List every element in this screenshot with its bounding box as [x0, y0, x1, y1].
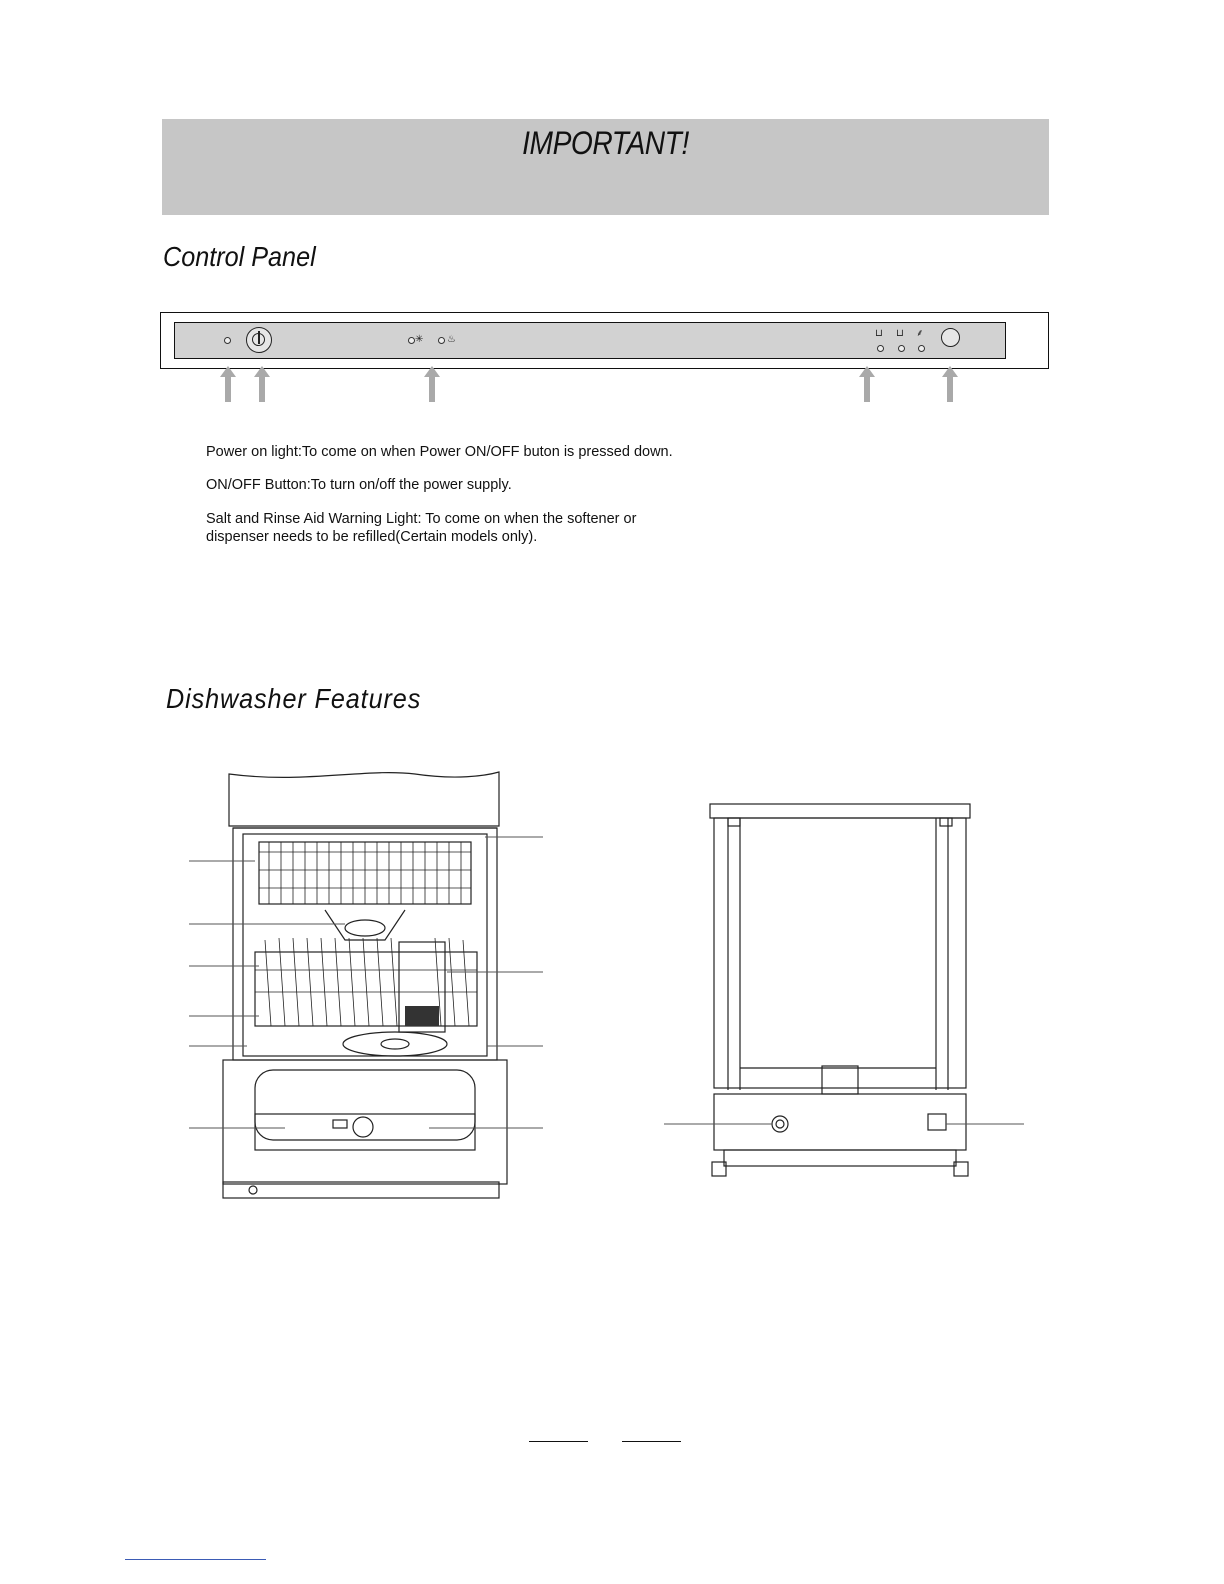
control-panel-heading: Control Panel: [163, 241, 316, 272]
dishwasher-front-view-diagram: [185, 770, 547, 1202]
power-light-description: Power on light:To come on when Power ON/OFF buton is pressed down.: [206, 444, 673, 460]
salt-warning-led-icon: [408, 337, 415, 344]
rinse-aid-icon: ♨: [447, 334, 456, 345]
power-light-icon: [224, 337, 231, 344]
eco-icon: ⸙: [916, 328, 924, 339]
onoff-button-description: ON/OFF Button:To turn on/off the power supply.: [206, 477, 512, 493]
program-button-icon: [941, 328, 960, 347]
dishwasher-features-heading: Dishwasher Features: [166, 683, 422, 714]
footer-underline: [529, 1441, 588, 1442]
program-led-1-icon: [877, 345, 884, 352]
arrow-up-icon: [859, 366, 875, 402]
control-panel-face: [174, 322, 1006, 359]
link-underline: [125, 1559, 266, 1560]
arrow-up-icon: [942, 366, 958, 402]
program-led-3-icon: [918, 345, 925, 352]
dishwasher-back-view-diagram: [664, 800, 1026, 1180]
rinse-warning-led-icon: [438, 337, 445, 344]
heavy-pot-icon: ⊔: [875, 328, 883, 339]
important-banner: [162, 119, 1049, 215]
program-led-2-icon: [898, 345, 905, 352]
control-panel-illustration: [160, 312, 1049, 369]
arrow-up-icon: [254, 366, 270, 402]
warning-light-description: Salt and Rinse Aid Warning Light: To come on when the softener or dispenser needs to be refilled(Certain models only).: [206, 511, 637, 545]
arrow-up-icon: [220, 366, 236, 402]
power-button-icon: [246, 327, 272, 353]
normal-pot-icon: ⊔: [896, 328, 904, 339]
salt-icon: ✳: [415, 334, 424, 345]
arrow-up-icon: [424, 366, 440, 402]
banner-title: IMPORTANT!: [522, 125, 689, 161]
footer-underline: [622, 1441, 681, 1442]
